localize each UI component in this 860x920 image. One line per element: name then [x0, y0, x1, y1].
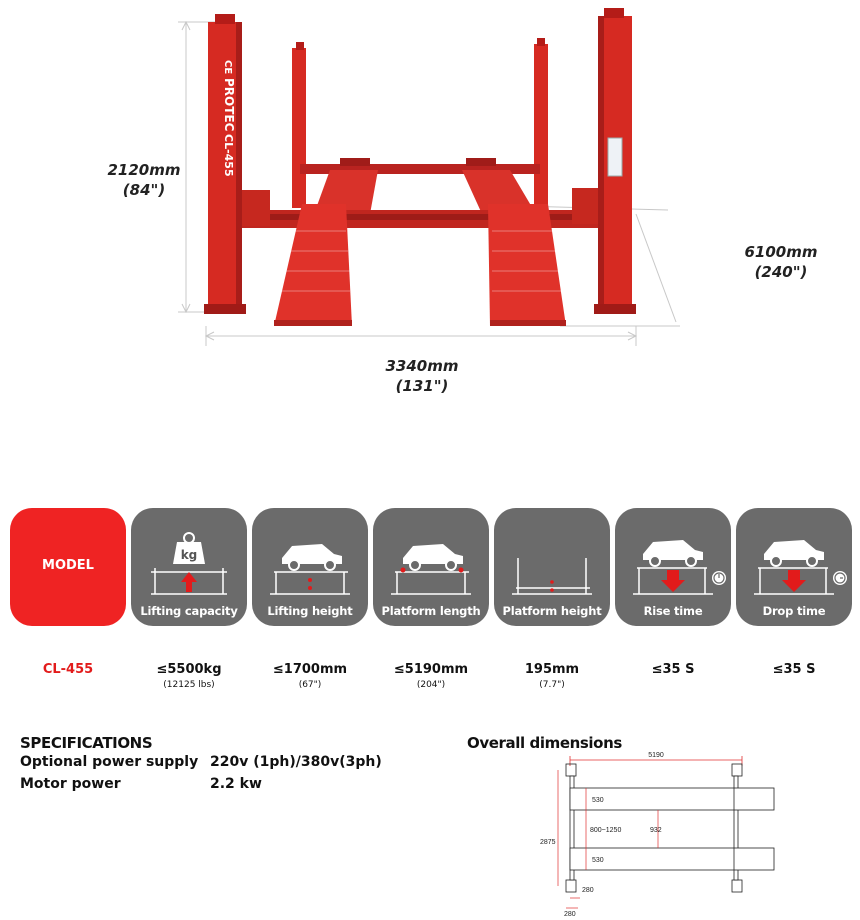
length-mm: 6100mm [744, 243, 818, 261]
post-brand-text: PROTEC [222, 78, 236, 132]
width-mm: 3340mm [385, 357, 459, 375]
tile-platform-height [494, 508, 610, 626]
value-platform-length-sub: (204") [416, 680, 446, 690]
tile-lifting-height [252, 508, 368, 626]
value-platform-height [494, 662, 610, 690]
height-in: (84") [122, 181, 166, 199]
tile-rise-time [615, 508, 731, 626]
tile-platform-length [373, 508, 489, 626]
value-drop-time [736, 662, 852, 677]
overall-dimensions-title: Overall dimensions [467, 734, 622, 752]
height-mm: 2120mm [107, 161, 181, 179]
feature-tiles [10, 508, 852, 626]
value-lifting-capacity [131, 662, 247, 690]
height-dimension [104, 160, 184, 200]
spec-value-motor-power: 2.2 kw [210, 776, 262, 792]
overall-dimensions-plan [540, 752, 780, 920]
post-model-text: CL-455 [222, 134, 235, 177]
dim-runway-width-top: 530 [592, 797, 604, 804]
dim-runway-width-bottom: 530 [592, 857, 604, 864]
value-platform-length-main: ≤5190mm [393, 662, 469, 677]
value-rise-time [615, 662, 731, 677]
post-mark-text: CE [222, 60, 233, 75]
value-lifting-height [252, 662, 368, 690]
specifications-title: SPECIFICATIONS [20, 734, 153, 752]
width-in: (131") [395, 377, 449, 395]
tile-platform-height-label: Platform height [502, 604, 602, 618]
tile-drop-time-label: Drop time [762, 604, 826, 618]
product-illustration [0, 0, 860, 420]
spec-key-power-supply: Optional power supply [20, 754, 199, 770]
value-platform-length [373, 662, 489, 690]
tile-rise-time-label: Rise time [643, 604, 703, 618]
tile-platform-length-label: Platform length [381, 604, 481, 618]
value-lifting-height-main: ≤1700mm [272, 662, 348, 677]
value-lifting-capacity-sub: (12125 lbs) [163, 680, 215, 690]
dim-inner-gap: 800~1250 [590, 827, 622, 834]
value-model [10, 662, 126, 677]
value-model-main: CL-455 [42, 662, 94, 677]
spec-key-motor-power: Motor power [20, 776, 121, 792]
tile-lifting-capacity [131, 508, 247, 626]
dim-total-length: 5190 [648, 752, 664, 759]
dim-post-offset-b: 280 [564, 911, 576, 918]
value-platform-height-sub: (7.7") [539, 680, 565, 690]
tile-model [10, 508, 126, 626]
dim-post-offset-a: 280 [582, 887, 594, 894]
value-lifting-height-sub: (67") [298, 680, 322, 690]
tile-drop-time [736, 508, 852, 626]
tile-model-label: MODEL [42, 558, 94, 573]
length-in: (240") [754, 263, 808, 281]
tile-lifting-height-label: Lifting height [267, 604, 353, 618]
length-dimension [736, 242, 826, 282]
value-lifting-capacity-main: ≤5500kg [156, 662, 222, 677]
value-drop-time-main: ≤35 S [772, 662, 816, 677]
tile-lifting-capacity-label: Lifting capacity [140, 604, 238, 618]
spec-value-power-supply: 220v (1ph)/380v(3ph) [210, 754, 382, 770]
front-right-post [594, 8, 636, 314]
kg-text: kg [180, 548, 198, 562]
value-rise-time-main: ≤35 S [651, 662, 695, 677]
value-platform-height-main: 195mm [524, 662, 580, 677]
dim-total-width: 2875 [540, 839, 556, 846]
dim-inner-span: 932 [650, 827, 662, 834]
values-row [10, 662, 852, 702]
width-dimension [372, 356, 472, 396]
